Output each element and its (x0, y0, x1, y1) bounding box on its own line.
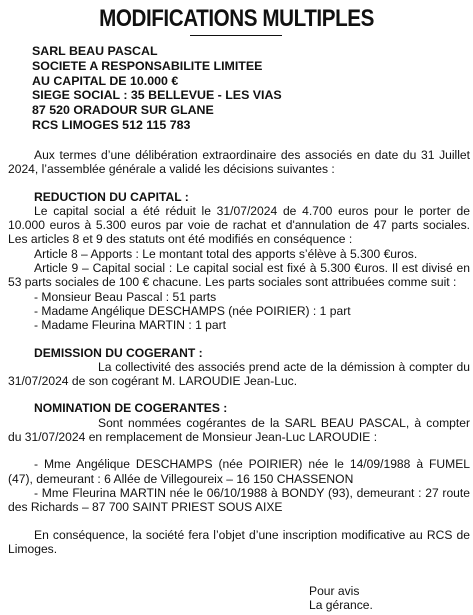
capital-reduction-paragraph: Le capital social a été réduit le 31/07/2024 de 4.700 euros pour le porter de 10.000 euros à 5.300 euros par voie de rachat et d'annulation de 47 parts sociales. Les articles 8 et 9 des statuts ont été modifiés en conséquence : (8, 203, 470, 247)
appointee-martin: - Mme Fleurina MARTIN née le 06/10/1988 à BONDY (93), demeurant : 27 route des Richards – 87 700 SAINT PRIEST SOUS AIXE (8, 485, 470, 515)
share-allocation-item: - Monsieur Beau Pascal : 51 parts (34, 289, 217, 304)
intro-paragraph: Aux termes d’une délibération extraordinaire des associés en date du 31 Juillet 2024, l’assemblée générale a validé les décisions suivantes : (8, 148, 470, 177)
appointment-paragraph: Sont nommées cogérantes de la SARL BEAU PASCAL, à compter du 31/07/2024 en remplacement de Monsieur Jean-Luc LAROUDIE : (8, 415, 470, 445)
signature-line: La gérance. (309, 598, 373, 613)
appointee-deschamps: - Mme Angélique DESCHAMPS (née POIRIER) née le 14/09/1988 à FUMEL (47), demeurant : 6 Allée de Villegoureix – 16 150 CHASSENON (8, 457, 470, 486)
company-rcs: RCS LIMOGES 512 115 783 (32, 117, 191, 132)
closing-paragraph: En conséquence, la société fera l’objet d’une inscription modificative au RCS de Limoges. (8, 527, 470, 556)
section-heading-resignation: DEMISSION DU COGERANT : (34, 345, 203, 360)
article-9-paragraph: Article 9 – Capital social : Le capital social est fixé à 5.300 €uros. Il est divisé en 53 parts sociales de 100 € chacune. Les parts sociales sont attribuées comme suit : (8, 261, 470, 290)
notice-body (8, 148, 470, 556)
company-legal-form: SOCIETE A RESPONSABILITE LIMITEE (32, 58, 263, 73)
resignation-paragraph: La collectivité des associés prend acte de la démission à compter du 31/07/2024 de son cogérant M. LAROUDIE Jean-Luc. (8, 359, 470, 389)
title-underline (190, 35, 282, 36)
company-capital: AU CAPITAL DE 10.000 € (32, 73, 179, 88)
article-8-paragraph: Article 8 – Apports : Le montant total des apports s’élève à 5.300 €uros. (34, 246, 418, 261)
signature-line: Pour avis (309, 584, 360, 598)
company-name: SARL BEAU PASCAL (32, 44, 158, 58)
signature-block (309, 584, 373, 613)
section-heading-appointment: NOMINATION DE COGERANTES : (34, 401, 228, 416)
company-seat: SIEGE SOCIAL : 35 BELLEVUE - LES VIAS (32, 88, 282, 103)
company-header (32, 44, 452, 133)
section-heading-capital-reduction: REDUCTION DU CAPITAL : (34, 189, 189, 204)
company-city: 87 520 ORADOUR SUR GLANE (32, 103, 214, 118)
share-allocation-item: - Madame Fleurina MARTIN : 1 part (34, 318, 226, 333)
notice-title: MODIFICATIONS MULTIPLES (99, 5, 374, 32)
share-allocation-item: - Madame Angélique DESCHAMPS (née POIRIER) : 1 part (34, 303, 351, 318)
